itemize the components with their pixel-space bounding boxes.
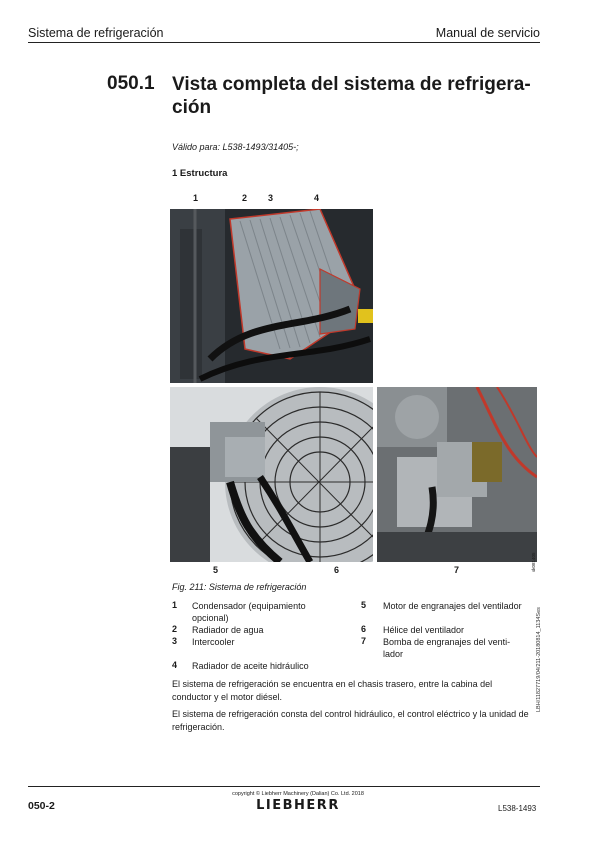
copyright: copyright © Liebherr Machinery (Dalian) Co. Ltd. 2018 <box>232 791 364 797</box>
validity-note: Válido para: L538-1493/31405-; <box>172 142 299 152</box>
image-code: sk081405 <box>531 552 536 572</box>
paragraph-location: El sistema de refrigeración se encuentra en el chasis trasero, entre la cabina del conductor y el motor diésel. <box>172 679 493 702</box>
pump-illustration <box>377 387 537 562</box>
legend-text-7-line1: Bomba de engranajes del venti- <box>383 637 511 647</box>
fan-illustration <box>170 387 373 562</box>
liebherr-logo: LIEBHERR <box>256 798 340 813</box>
header-left: Sistema de refrigeración <box>28 26 164 40</box>
radiator-illustration <box>170 209 373 383</box>
legend-num-4: 4 <box>172 660 178 670</box>
section-number: 050.1 <box>107 73 155 94</box>
legend-text-2: Radiador de agua <box>192 625 264 635</box>
header-right: Manual de servicio <box>435 26 540 40</box>
callout-7: 7 <box>454 565 460 575</box>
legend-text-7-line2: lador <box>383 649 404 659</box>
callout-2: 2 <box>242 193 248 203</box>
subheading: 1 Estructura <box>172 168 228 179</box>
callout-4: 4 <box>314 193 320 203</box>
photo-fan-motor <box>170 387 373 562</box>
callout-1: 1 <box>193 193 199 203</box>
callout-3: 3 <box>268 193 274 203</box>
legend-text-1 <box>192 600 306 624</box>
legend-text-1-line2: opcional) <box>192 613 229 623</box>
callout-5: 5 <box>213 565 219 575</box>
legend-text-6: Hélice del ventilador <box>383 625 465 635</box>
legend-text-7 <box>383 636 510 660</box>
callout-6: 6 <box>334 565 340 575</box>
legend-num-5: 5 <box>361 600 367 610</box>
legend-num-6: 6 <box>361 624 367 634</box>
photo-radiator-assembly <box>170 209 373 383</box>
figure-caption: Fig. 211: Sistema de refrigeración <box>172 582 307 592</box>
model-code: L538-1493 <box>498 804 537 813</box>
photo-gear-pump <box>377 387 537 562</box>
header-rule <box>28 42 540 43</box>
page-number: 050-2 <box>28 800 55 812</box>
section-title <box>172 73 532 119</box>
legend-text-1-line1: Condensador (equipamiento <box>192 601 306 611</box>
legend-text-5: Motor de engranajes del ventilador <box>383 601 522 611</box>
legend-text-4: Radiador de aceite hidráulico <box>192 661 309 671</box>
side-reference-code: LBH/11827719/04/211-20180814_1134Ses <box>536 607 542 712</box>
legend-text-3: Intercooler <box>192 637 235 647</box>
legend-num-7: 7 <box>361 636 367 646</box>
legend-num-1: 1 <box>172 600 178 610</box>
section-title-line1: Vista completa del sistema de refrigera- <box>172 74 531 95</box>
footer-rule <box>28 786 540 787</box>
section-title-line2: ción <box>172 97 212 118</box>
paragraph-components: El sistema de refrigeración consta del control hidráulico, el control eléctrico y la unidad de refrigeración. <box>172 709 529 732</box>
legend-num-3: 3 <box>172 636 178 646</box>
legend-num-2: 2 <box>172 624 178 634</box>
